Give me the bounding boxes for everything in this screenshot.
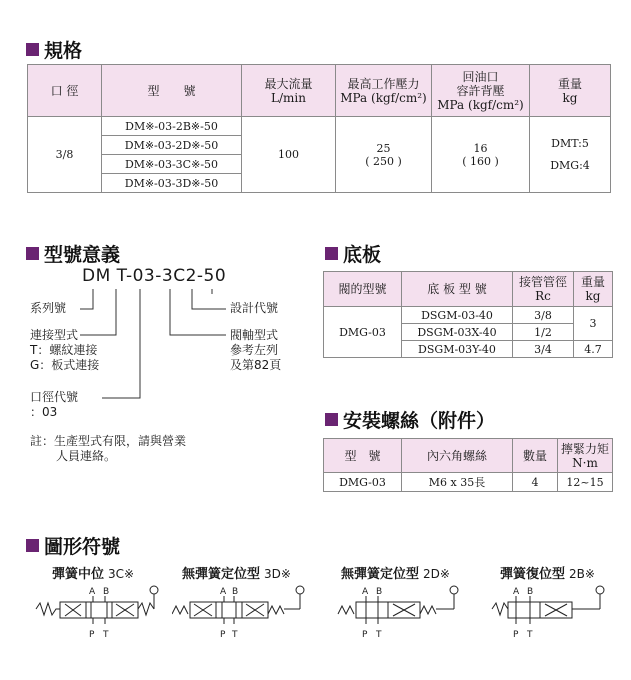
symbol-label-3c: 彈簧中位 3C※ — [52, 567, 135, 582]
symbol-label-3d: 無彈簧定位型 3D※ — [182, 567, 291, 582]
port-t-label: T — [103, 630, 109, 640]
cell-bore: 3/8 — [28, 117, 102, 193]
col-plate: 底 板 型 號 — [402, 272, 513, 307]
cell-port: 1/2 — [513, 324, 574, 341]
symbol-3d-diagram — [172, 582, 322, 652]
base-table — [323, 271, 613, 358]
cell-valve: DMG-03 — [324, 307, 402, 358]
symbol-2d-diagram — [336, 582, 466, 652]
port-a-label: A — [362, 587, 369, 597]
port-a-label: A — [513, 587, 520, 597]
port-t-label: T — [376, 630, 382, 640]
col-back-pressure: 回油口 容許背壓 MPa (kgf/cm²) — [432, 65, 530, 117]
cell-screw: M6 x 35長 — [402, 473, 513, 492]
port-p-label: P — [362, 630, 368, 640]
col-weight: 重量 kg — [530, 65, 611, 117]
cell-weight: 3 — [574, 307, 613, 341]
meaning-title-text: 型號意義 — [44, 244, 121, 266]
port-b-label: B — [232, 587, 239, 597]
port-a-label: A — [89, 587, 96, 597]
symbol-label-2b: 彈簧復位型 2B※ — [500, 567, 595, 582]
col-torque: 擰緊力矩 N·m — [558, 439, 613, 473]
col-model: 型 號 — [102, 65, 242, 117]
spec-title-text: 規格 — [44, 40, 83, 62]
label-spool: 閥軸型式 參考左列 及第82頁 — [230, 328, 282, 372]
port-b-label: B — [527, 587, 534, 597]
label-series: 系列號 — [30, 301, 67, 315]
cell-model: DM※-03-2D※-50 — [102, 136, 242, 155]
cell-plate: DSGM-03-40 — [402, 307, 513, 324]
cell-torque: 12~15 — [558, 473, 613, 492]
symbol-section-title — [26, 532, 120, 559]
cell-model: DM※-03-2B※-50 — [102, 117, 242, 136]
section-square-icon — [325, 247, 338, 260]
cell-weight: 4.7 — [574, 341, 613, 358]
col-valve: 閥的型號 — [324, 272, 402, 307]
port-b-label: B — [376, 587, 383, 597]
port-b-label: B — [103, 587, 110, 597]
cell-port: 3/4 — [513, 341, 574, 358]
label-connect: 連接型式 T：螺紋連接 G：板式連接 — [30, 328, 100, 372]
section-square-icon — [26, 539, 39, 552]
cell-weight: DMT:5 DMG:4 — [530, 117, 611, 193]
symbol-3c-diagram — [28, 582, 168, 652]
port-t-label: T — [527, 630, 533, 640]
cell-flow: 100 — [242, 117, 336, 193]
bolt-section-title — [325, 406, 495, 433]
port-p-label: P — [513, 630, 519, 640]
cell-back-pressure: 16 ( 160 ) — [432, 117, 530, 193]
col-flow: 最大流量 L/min — [242, 65, 336, 117]
base-title-text: 底板 — [343, 244, 382, 266]
port-p-label: P — [89, 630, 95, 640]
cell-plate: DSGM-03Y-40 — [402, 341, 513, 358]
bolt-table — [323, 438, 613, 492]
cell-model: DM※-03-3C※-50 — [102, 155, 242, 174]
col-screw: 內六角螺絲 — [402, 439, 513, 473]
port-p-label: P — [220, 630, 226, 640]
bolt-title-text: 安裝螺絲（附件） — [343, 410, 496, 432]
symbol-2b-diagram — [490, 582, 620, 652]
port-a-label: A — [220, 587, 227, 597]
base-section-title — [325, 240, 381, 267]
cell-qty: 4 — [513, 473, 558, 492]
cell-pressure: 25 ( 250 ) — [336, 117, 432, 193]
col-bore: 口 徑 — [28, 65, 102, 117]
cell-model: DMG-03 — [324, 473, 402, 492]
model-code: DM T-03-3C2-50 — [82, 266, 227, 286]
section-square-icon — [325, 413, 338, 426]
col-pressure: 最高工作壓力 MPa (kgf/cm²) — [336, 65, 432, 117]
col-port: 接管管徑 Rc — [513, 272, 574, 307]
port-t-label: T — [232, 630, 238, 640]
col-weight: 重量 kg — [574, 272, 613, 307]
col-qty: 數量 — [513, 439, 558, 473]
note-text: 註：生產型式有限，請與營業 人員連絡。 — [30, 434, 187, 463]
symbol-label-2d: 無彈簧定位型 2D※ — [341, 567, 450, 582]
label-design: 設計代號 — [230, 301, 279, 315]
cell-model: DM※-03-3D※-50 — [102, 174, 242, 193]
cell-plate: DSGM-03X-40 — [402, 324, 513, 341]
label-bore: 口徑代號 ：03 — [30, 390, 79, 419]
symbol-title-text: 圖形符號 — [44, 536, 121, 558]
col-model: 型 號 — [324, 439, 402, 473]
cell-port: 3/8 — [513, 307, 574, 324]
